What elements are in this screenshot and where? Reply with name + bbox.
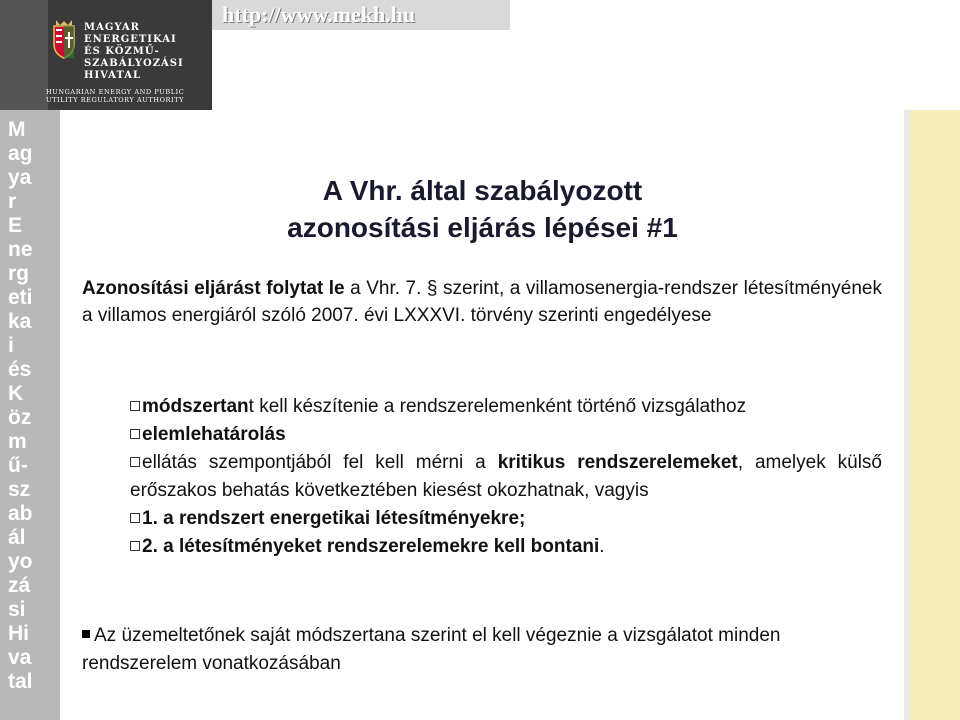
closing-text: Az üzemeltetőnek saját módszertana szerint el kell végeznie a vizsgálatot minden rendszerelem vonatkozásában xyxy=(82,625,781,674)
sidebar-fragment: öz xyxy=(8,406,32,429)
coat-of-arms-icon xyxy=(52,20,76,60)
bullet-icon xyxy=(130,513,140,523)
sidebar-fragment: ya xyxy=(8,166,32,189)
sidebar-fragment: r xyxy=(8,190,17,213)
item-bold: 2. a létesítményeket rendszerelemekre kell bontani xyxy=(142,536,600,557)
slide-header xyxy=(0,0,960,110)
logo-line: HIVATAL xyxy=(84,70,142,81)
logo-text xyxy=(84,22,184,82)
website-url[interactable]: http://www.mekh.hu xyxy=(222,2,416,27)
header-strip xyxy=(212,30,960,110)
sidebar-fragment: si xyxy=(8,598,26,621)
sidebar-fragment: Hi xyxy=(8,622,29,645)
sidebar-fragment: és xyxy=(8,358,32,381)
list-item xyxy=(130,505,882,533)
bullet-icon xyxy=(130,429,140,439)
sidebar-fragment: sz xyxy=(8,478,31,501)
sidebar-fragment: M xyxy=(8,118,26,141)
title-line-1: A Vhr. által szabályozott xyxy=(322,175,643,206)
list-item xyxy=(130,421,882,449)
sidebar-vertical-text xyxy=(8,118,33,694)
logo-line: ENERGETIKAI xyxy=(84,34,177,45)
right-accent-strip xyxy=(910,110,960,720)
sidebar-fragment: zá xyxy=(8,574,31,597)
sidebar-fragment: rg xyxy=(8,262,29,285)
logo-line: MAGYAR xyxy=(84,22,140,33)
sidebar-fragment: ál xyxy=(8,526,26,549)
sidebar-fragment: ű- xyxy=(8,454,28,477)
item-text: t kell készítenie a rendszerelemenként történő vizsgálathoz xyxy=(248,396,747,417)
logo-english-text xyxy=(46,88,184,104)
sidebar-fragment: tal xyxy=(8,670,33,693)
sidebar-fragment: ka xyxy=(8,310,32,333)
logo-en-line: HUNGARIAN ENERGY AND PUBLIC xyxy=(46,88,185,96)
item-text: , amelyek külső erőszakos behatás következtében kiesést okozhatnak, vagyis xyxy=(130,452,882,501)
logo-line: ÉS KÖZMŰ- xyxy=(84,46,160,57)
slide-title xyxy=(60,172,905,246)
bullet-icon xyxy=(130,541,140,551)
closing-paragraph xyxy=(82,622,892,678)
sidebar-fragment: yo xyxy=(8,550,33,573)
item-bold: elemlehatárolás xyxy=(142,424,286,445)
item-text: . xyxy=(599,536,605,557)
sidebar-fragment: m xyxy=(8,430,27,453)
steps-list xyxy=(130,393,882,561)
sidebar-fragment: ne xyxy=(8,238,33,261)
sidebar-fragment: K xyxy=(8,382,24,405)
sidebar-fragment: ag xyxy=(8,142,33,165)
list-item xyxy=(130,449,882,505)
sidebar-fragment: eti xyxy=(8,286,33,309)
bullet-icon xyxy=(130,401,140,411)
logo-line: SZABÁLYOZÁSI xyxy=(84,58,184,69)
sidebar-fragment: va xyxy=(8,646,32,669)
square-bullet-icon xyxy=(82,630,90,638)
mekh-logo xyxy=(0,0,212,110)
intro-bold: Azonosítási eljárást folytat le xyxy=(82,278,345,299)
logo-pattern xyxy=(0,0,48,110)
sidebar-fragment: i xyxy=(8,334,14,357)
sidebar-fragment: ab xyxy=(8,502,33,525)
intro-text: a Vhr. 7. § szerint, a villamosenergia-rendszer létesítményének a villamos energiáról szóló 2007. évi LXXXVI. törvény szerinti engedélyese xyxy=(82,278,882,326)
logo-en-line: UTILITY REGULATORY AUTHORITY xyxy=(46,96,185,104)
intro-paragraph xyxy=(82,275,882,329)
item-bold: 1. a rendszert energetikai létesítményekre; xyxy=(142,508,526,529)
list-item xyxy=(130,393,882,421)
item-pre: ellátás szempontjából fel kell mérni a xyxy=(142,452,498,473)
bullet-icon xyxy=(130,457,140,467)
sidebar-fragment: E xyxy=(8,214,23,237)
item-bold: kritikus rendszerelemeket xyxy=(497,452,738,473)
list-item xyxy=(130,533,882,561)
title-line-2: azonosítási eljárás lépései #1 xyxy=(287,212,678,243)
item-bold: módszertan xyxy=(142,396,249,417)
